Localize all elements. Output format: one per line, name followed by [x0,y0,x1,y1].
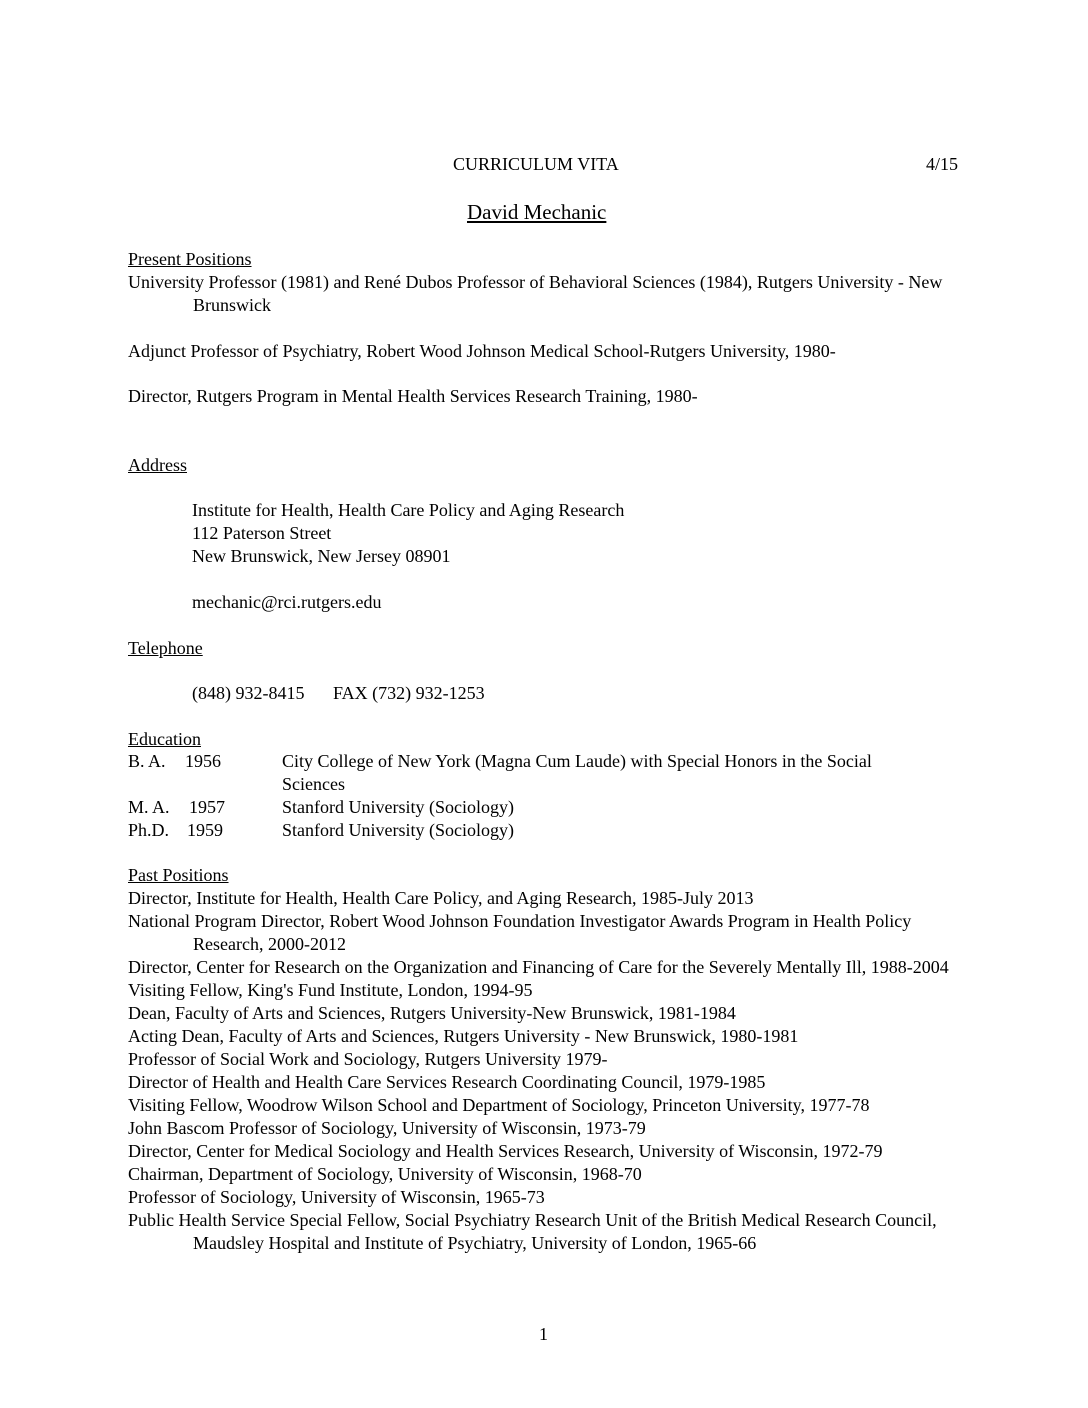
address-heading: Address [128,455,187,475]
education-year: 1957 [189,797,225,817]
past-position-item: Acting Dean, Faculty of Arts and Sciences, Rutgers University - New Brunswick, 1980-1981 [128,1026,799,1046]
past-position-item: National Program Director, Robert Wood Johnson Foundation Investigator Awards Program in Health Policy Research, 2000-2012 [128,911,912,954]
education-year: 1956 [185,751,221,771]
past-positions-list [128,887,968,1255]
education-description: Stanford University (Sociology) [282,797,514,817]
address-line: New Brunswick, New Jersey 08901 [192,546,451,566]
education-degree: Ph.D. [128,820,170,840]
past-position-item: Director, Center for Research on the Organization and Financing of Care for the Severely Mentally Ill, 1988-2004 [128,957,949,977]
person-name: David Mechanic [467,200,607,224]
past-position-item: Director of Health and Health Care Services Research Coordinating Council, 1979-1985 [128,1072,766,1092]
doc-title: CURRICULUM VITA [453,154,619,174]
email-address: mechanic@rci.rutgers.edu [192,592,382,612]
past-position-item: John Bascom Professor of Sociology, University of Wisconsin, 1973-79 [128,1118,646,1138]
past-position-item: Visiting Fellow, Woodrow Wilson School and Department of Sociology, Princeton University, 1977-78 [128,1095,870,1115]
education-degree: M. A. [128,797,170,817]
education-year: 1959 [187,820,223,840]
past-position-item: Director, Institute for Health, Health Care Policy, and Aging Research, 1985-July 2013 [128,888,754,908]
present-position-item: Adjunct Professor of Psychiatry, Robert Wood Johnson Medical School-Rutgers University, 1980- [128,341,836,361]
past-position-item: Professor of Social Work and Sociology, Rutgers University 1979- [128,1049,608,1069]
education-heading: Education [128,729,201,749]
address-line: Institute for Health, Health Care Policy and Aging Research [192,500,625,520]
past-position-item: Dean, Faculty of Arts and Sciences, Rutgers University-New Brunswick, 1981-1984 [128,1003,736,1023]
doc-date: 4/15 [926,154,959,174]
phone-number: (848) 932-8415 [192,683,305,703]
telephone-heading: Telephone [128,638,203,658]
fax-number: FAX (732) 932-1253 [333,683,485,703]
page-number: 1 [539,1324,548,1344]
address-line: 112 Paterson Street [192,523,332,543]
present-position-item: Director, Rutgers Program in Mental Health Services Research Training, 1980- [128,386,698,406]
past-position-item: Chairman, Department of Sociology, University of Wisconsin, 1968-70 [128,1164,642,1184]
present-position-item: University Professor (1981) and René Dubos Professor of Behavioral Sciences (1984), Rutgers University - New Brunswick [128,272,943,315]
past-positions-heading: Past Positions [128,865,229,885]
present-positions-heading: Present Positions [128,249,252,269]
past-position-item: Public Health Service Special Fellow, Social Psychiatry Research Unit of the British Medical Research Council, Maudsley Hospital and Institute of Psychiatry, University of London, 1965-66 [128,1210,937,1253]
education-description: City College of New York (Magna Cum Laude) with Special Honors in the Social Sciences [282,751,872,794]
past-position-item: Director, Center for Medical Sociology and Health Services Research, University of Wisconsin, 1972-79 [128,1141,883,1161]
education-degree: B. A. [128,751,166,771]
past-position-item: Visiting Fellow, King's Fund Institute, London, 1994-95 [128,980,533,1000]
education-description: Stanford University (Sociology) [282,820,514,840]
past-position-item: Professor of Sociology, University of Wisconsin, 1965-73 [128,1187,545,1207]
